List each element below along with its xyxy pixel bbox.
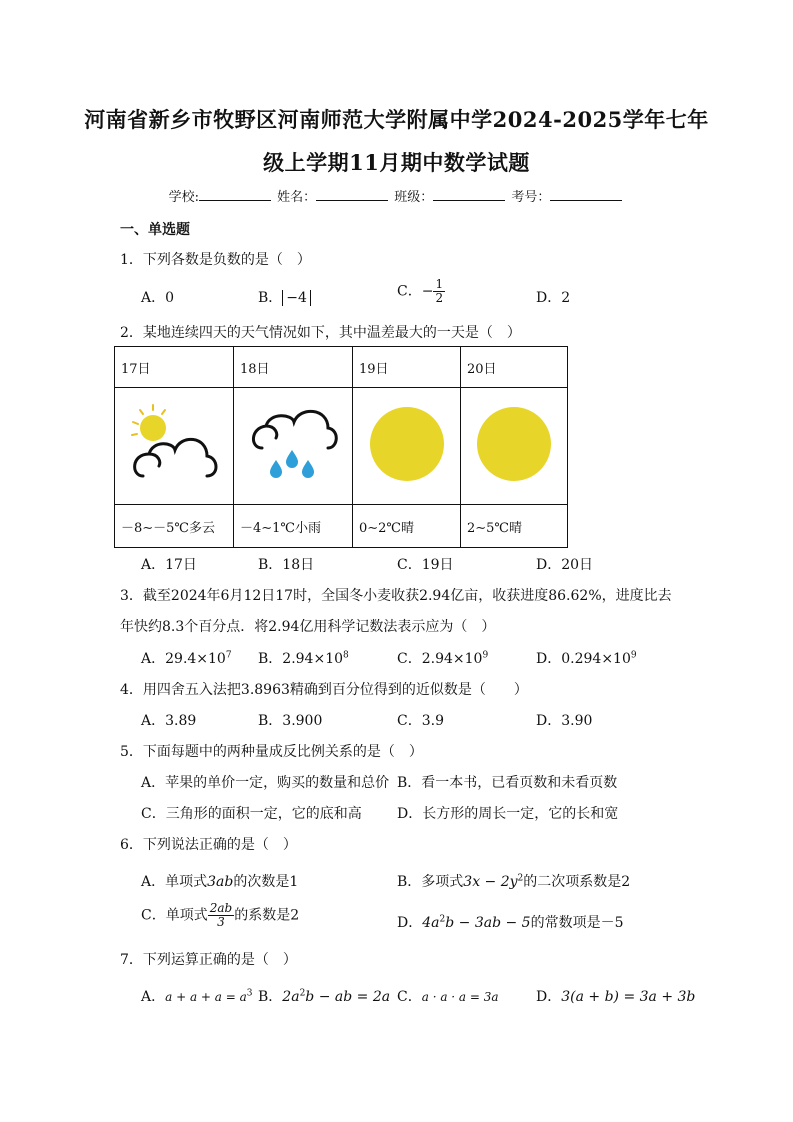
- q6-option-a-prefix: A．单项式: [141, 874, 208, 890]
- class-blank[interactable]: [433, 188, 505, 201]
- school-blank[interactable]: [199, 188, 271, 201]
- q7-option-b-expression-part1: 2a: [282, 989, 300, 1005]
- exam-number-blank[interactable]: [550, 188, 622, 201]
- fraction-denominator: 2: [435, 291, 444, 305]
- q3-option-c[interactable]: [397, 648, 488, 668]
- weather-icon-cell: [115, 388, 234, 505]
- weather-icon-cell: [353, 388, 461, 505]
- question-5-stem: 5．下面每题中的两种量成反比例关系的是（ ）: [120, 744, 423, 760]
- q3-option-a-exponent: 7: [225, 650, 232, 661]
- q6-option-c-prefix: C．单项式: [141, 907, 208, 924]
- q1-option-b[interactable]: [258, 287, 311, 307]
- q4-option-b[interactable]: B．3.900: [258, 713, 323, 729]
- q2-option-a[interactable]: A．17日: [141, 557, 197, 573]
- q5-option-a[interactable]: A．苹果的单价一定，购买的数量和总价: [141, 775, 390, 791]
- day-cell: 19日: [353, 347, 461, 388]
- q6-option-a-expression: 3ab: [207, 874, 234, 890]
- question-6-stem: 6．下列说法正确的是（ ）: [120, 837, 297, 853]
- q7-option-a-expression: a + a + a = a: [165, 990, 247, 1004]
- q3-option-a[interactable]: [141, 648, 232, 668]
- q6-option-d[interactable]: [397, 912, 624, 932]
- q6-option-b-prefix: B．多项式: [397, 874, 464, 890]
- q1-option-c[interactable]: [397, 278, 445, 305]
- section-heading: 一、单选题: [120, 222, 190, 238]
- temperature-cell: 2∼5℃晴: [461, 505, 568, 548]
- q7-option-b-prefix: B．: [258, 989, 283, 1005]
- q7-option-c-expression: a · a · a = 3a: [421, 990, 499, 1004]
- q7-option-c-prefix: C．: [397, 989, 422, 1005]
- q3-option-d-exponent: 9: [630, 650, 637, 661]
- q1-option-b-absolute: −4: [282, 290, 311, 306]
- q5-option-c[interactable]: C．三角形的面积一定，它的底和高: [141, 806, 362, 822]
- q7-option-d[interactable]: [536, 986, 695, 1006]
- school-label: 学校:: [168, 190, 199, 205]
- q6-option-c[interactable]: [141, 902, 299, 929]
- q6-option-d-expression-part1: 4a: [422, 915, 440, 931]
- q4-option-a[interactable]: A．3.89: [141, 713, 197, 729]
- q7-option-c[interactable]: [397, 986, 499, 1006]
- exam-number-label: 考号：: [511, 190, 551, 205]
- q6-option-c-fraction: [208, 902, 234, 929]
- q4-option-d[interactable]: D．3.90: [536, 713, 593, 729]
- q6-option-d-expression-part2: b − 3ab − 5: [445, 915, 531, 931]
- name-label: 姓名：: [277, 190, 317, 205]
- q7-option-a[interactable]: [141, 986, 253, 1006]
- q7-option-d-expression: 3(a + b) = 3a + 3b: [561, 989, 696, 1005]
- q1-option-d[interactable]: D．2: [536, 290, 571, 306]
- q2-option-d[interactable]: D．20日: [536, 557, 594, 573]
- name-blank[interactable]: [316, 188, 388, 201]
- rain-icon: [248, 404, 338, 484]
- sun-icon: [367, 404, 447, 484]
- fraction-numerator: 1: [435, 277, 444, 291]
- q3-option-a-base: 29.4×10: [165, 651, 226, 667]
- q5-option-d[interactable]: D．长方形的周长一定，它的长和宽: [397, 806, 619, 822]
- q3-option-d-prefix: D．: [536, 651, 562, 667]
- q1-option-c-fraction: [433, 278, 445, 305]
- q3-option-d[interactable]: [536, 648, 637, 668]
- question-4-stem: 4．用四舍五入法把3.8963精确到百分位得到的近似数是（ ）: [120, 682, 528, 698]
- q3-option-a-prefix: A．: [141, 651, 166, 667]
- q3-option-d-base: 0.294×10: [561, 651, 631, 667]
- exam-title-line2: 级上学期11月期中数学试题: [263, 150, 530, 175]
- q3-option-c-exponent: 9: [482, 650, 489, 661]
- weather-icon-cell: [461, 388, 568, 505]
- q4-option-c[interactable]: C．3.9: [397, 713, 444, 729]
- temperature-cell: －4∼1℃小雨: [234, 505, 353, 548]
- q1-option-a[interactable]: A．0: [141, 290, 175, 306]
- question-7-stem: 7．下列运算正确的是（ ）: [120, 952, 297, 968]
- student-info-row: [0, 186, 793, 205]
- q7-option-b[interactable]: [258, 986, 390, 1006]
- q2-option-b[interactable]: B．18日: [258, 557, 315, 573]
- day-cell: 17日: [115, 347, 234, 388]
- q7-option-d-prefix: D．: [536, 989, 562, 1005]
- q6-option-b-expression: 3x − 2y: [463, 874, 518, 890]
- exam-title-line1: 河南省新乡市牧野区河南师范大学附属中学2024-2025学年七年: [84, 107, 709, 132]
- q6-option-a-suffix: 的次数是1: [233, 874, 299, 890]
- q6-option-b-suffix: 的二次项系数是2: [523, 874, 631, 890]
- q5-option-b[interactable]: B．看一本书，已看页数和未看页数: [397, 775, 618, 791]
- q3-option-b[interactable]: [258, 648, 349, 668]
- q3-option-c-base: 2.94×10: [421, 651, 483, 667]
- q7-option-a-prefix: A．: [141, 989, 166, 1005]
- q3-option-c-prefix: C．: [397, 651, 422, 667]
- temperature-cell: 0∼2℃晴: [353, 505, 461, 548]
- q3-option-b-prefix: B．: [258, 651, 283, 667]
- q7-option-a-exponent: 3: [246, 988, 253, 999]
- question-3-stem-line1: 3．截至2024年6月12日17时，全国冬小麦收获2.94亿亩，收获进度86.62%，进度比去: [120, 588, 672, 604]
- q6-option-d-suffix: 的常数项是－5: [530, 915, 624, 931]
- weather-icon-cell: [234, 388, 353, 505]
- q3-option-b-exponent: 8: [343, 650, 349, 661]
- weather-table: [114, 346, 568, 548]
- day-cell: 18日: [234, 347, 353, 388]
- fraction-numerator: 2ab: [209, 901, 233, 915]
- q7-option-b-exponent: 2: [299, 988, 306, 999]
- q6-option-c-suffix: 的系数是2: [234, 907, 300, 924]
- q6-option-b-exponent: 2: [517, 873, 524, 884]
- q3-option-b-base: 2.94×10: [282, 651, 344, 667]
- class-label: 班级：: [394, 190, 434, 205]
- q1-option-b-prefix: B．: [258, 290, 283, 306]
- q6-option-a[interactable]: [141, 871, 298, 891]
- q6-option-d-exponent: 2: [439, 914, 446, 925]
- day-cell: 20日: [461, 347, 568, 388]
- q6-option-d-prefix: D．: [397, 915, 423, 931]
- sun-icon: [474, 404, 554, 484]
- partly-cloudy-icon: [129, 404, 219, 484]
- fraction-denominator: 3: [217, 915, 225, 929]
- question-3-stem-line2: 年快约8.3个百分点．将2.94亿用科学记数法表示应为（ ）: [120, 619, 496, 635]
- temperature-cell: －8∼－5℃多云: [115, 505, 234, 548]
- q1-option-c-sign: −: [421, 283, 434, 300]
- question-1-stem: 1．下列各数是负数的是（ ）: [120, 252, 311, 268]
- q2-option-c[interactable]: C．19日: [397, 557, 454, 573]
- question-2-stem: 2．某地连续四天的天气情况如下，其中温差最大的一天是（ ）: [120, 325, 521, 341]
- q7-option-b-expression-part2: b − ab = 2a: [305, 989, 391, 1005]
- q1-option-c-prefix: C．: [397, 283, 422, 300]
- q6-option-b[interactable]: [397, 871, 630, 891]
